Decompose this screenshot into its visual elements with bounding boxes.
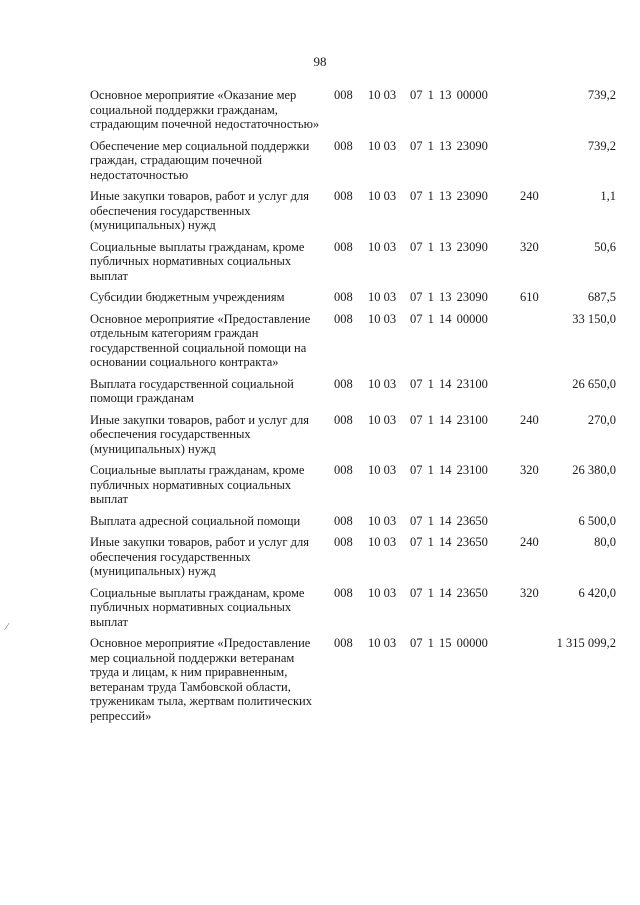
row-section-code: 10 03 bbox=[368, 239, 397, 254]
row-section-code: 10 03 bbox=[368, 376, 397, 391]
row-amount: 6 500,0 bbox=[578, 513, 616, 528]
table-row bbox=[90, 312, 616, 377]
row-section-code: 10 03 bbox=[368, 585, 397, 600]
row-expense-type-code: 240 bbox=[520, 412, 539, 427]
row-program-code: 07 1 13 00000 bbox=[410, 88, 488, 102]
row-amount: 33 150,0 bbox=[572, 311, 616, 326]
row-amount: 50,6 bbox=[594, 239, 616, 254]
row-expense-type-code: 240 bbox=[520, 535, 539, 549]
table-row bbox=[90, 88, 616, 139]
row-name: Субсидии бюджетным учреждениям bbox=[90, 290, 285, 304]
row-amount: 1,1 bbox=[600, 189, 616, 203]
row-program-code: 07 1 14 23100 bbox=[410, 463, 488, 477]
row-program-code: 07 1 14 23650 bbox=[410, 585, 488, 600]
table-row bbox=[90, 463, 616, 514]
row-section-code: 10 03 bbox=[368, 636, 397, 650]
row-ministry-code: 008 bbox=[334, 88, 353, 102]
table-row bbox=[90, 290, 616, 312]
row-program-code: 07 1 14 23650 bbox=[410, 535, 488, 549]
row-program-code: 07 1 13 23090 bbox=[410, 138, 488, 153]
row-program-code: 07 1 13 23090 bbox=[410, 290, 488, 304]
row-expense-type-code bbox=[520, 514, 550, 536]
row-amount: 739,2 bbox=[587, 88, 616, 102]
row-ministry-code: 008 bbox=[334, 239, 353, 254]
row-ministry-code: 008 bbox=[334, 535, 353, 549]
row-section-code: 10 03 bbox=[368, 535, 397, 549]
row-section-code: 10 03 bbox=[368, 412, 397, 427]
row-program-code: 07 1 13 23090 bbox=[410, 189, 488, 203]
row-program-code: 07 1 13 23090 bbox=[410, 239, 488, 254]
table-row bbox=[90, 636, 616, 730]
row-name: Обеспечение мер социальной поддержки граждан, страдающим почечной недостаточностью bbox=[90, 138, 310, 182]
row-expense-type-code: 320 bbox=[520, 239, 539, 254]
row-program-code: 07 1 14 23650 bbox=[410, 513, 488, 528]
row-expense-type-code bbox=[520, 377, 550, 413]
table-row bbox=[90, 139, 616, 190]
row-expense-type-code: 240 bbox=[520, 189, 539, 203]
row-expense-type-code bbox=[520, 312, 550, 377]
row-ministry-code: 008 bbox=[334, 585, 353, 600]
row-expense-type-code bbox=[520, 88, 550, 139]
row-amount: 26 650,0 bbox=[572, 376, 616, 391]
row-amount: 26 380,0 bbox=[572, 463, 616, 477]
row-ministry-code: 008 bbox=[334, 290, 353, 304]
row-program-code: 07 1 14 23100 bbox=[410, 412, 488, 427]
row-program-code: 07 1 14 23100 bbox=[410, 376, 488, 391]
table-row bbox=[90, 377, 616, 413]
row-ministry-code: 008 bbox=[334, 412, 353, 427]
row-ministry-code: 008 bbox=[334, 463, 353, 477]
row-ministry-code: 008 bbox=[334, 636, 353, 650]
row-ministry-code: 008 bbox=[334, 376, 353, 391]
table-row bbox=[90, 189, 616, 240]
row-ministry-code: 008 bbox=[334, 513, 353, 528]
row-amount: 1 315 099,2 bbox=[556, 636, 616, 650]
page-number: 98 bbox=[313, 54, 327, 69]
row-name: Иные закупки товаров, работ и услуг для обеспечения государственных (муниципальных) нужд bbox=[90, 535, 310, 578]
row-amount: 6 420,0 bbox=[578, 585, 616, 600]
row-section-code: 10 03 bbox=[368, 463, 397, 477]
table-row bbox=[90, 240, 616, 291]
row-program-code: 07 1 15 00000 bbox=[410, 636, 488, 650]
row-ministry-code: 008 bbox=[334, 138, 353, 153]
row-expense-type-code bbox=[520, 636, 550, 730]
row-section-code: 10 03 bbox=[368, 88, 397, 102]
row-amount: 270,0 bbox=[587, 412, 616, 427]
row-name: Иные закупки товаров, работ и услуг для обеспечения государственных (муниципальных) нужд bbox=[90, 412, 310, 456]
row-amount: 80,0 bbox=[594, 535, 616, 549]
table-row bbox=[90, 413, 616, 464]
row-name: Выплата адресной социальной помощи bbox=[90, 513, 301, 528]
row-section-code: 10 03 bbox=[368, 189, 397, 203]
row-name: Основное мероприятие «Оказание мер социальной поддержки гражданам, страдающим почечной недостаточностью» bbox=[90, 88, 320, 131]
row-amount: 687,5 bbox=[587, 290, 616, 304]
row-program-code: 07 1 14 00000 bbox=[410, 311, 488, 326]
row-expense-type-code bbox=[520, 139, 550, 190]
row-section-code: 10 03 bbox=[368, 513, 397, 528]
row-amount: 739,2 bbox=[587, 138, 616, 153]
row-section-code: 10 03 bbox=[368, 311, 397, 326]
row-expense-type-code: 320 bbox=[520, 585, 539, 600]
row-name: Социальные выплаты гражданам, кроме публичных нормативных социальных выплат bbox=[90, 239, 305, 283]
table-row bbox=[90, 535, 616, 586]
row-name: Социальные выплаты гражданам, кроме публичных нормативных социальных выплат bbox=[90, 463, 305, 506]
row-ministry-code: 008 bbox=[334, 311, 353, 326]
row-name: Иные закупки товаров, работ и услуг для обеспечения государственных (муниципальных) нужд bbox=[90, 189, 310, 232]
row-expense-type-code: 610 bbox=[520, 290, 539, 304]
row-section-code: 10 03 bbox=[368, 138, 397, 153]
row-name: Социальные выплаты гражданам, кроме публичных нормативных социальных выплат bbox=[90, 585, 305, 629]
budget-table-body bbox=[90, 88, 616, 730]
scan-artifact-mark: ⁄ bbox=[6, 622, 8, 633]
row-ministry-code: 008 bbox=[334, 189, 353, 203]
table-row bbox=[90, 514, 616, 536]
row-section-code: 10 03 bbox=[368, 290, 397, 304]
table-row bbox=[90, 586, 616, 637]
row-expense-type-code: 320 bbox=[520, 463, 539, 477]
row-name: Основное мероприятие «Предоставление отдельным категориям граждан государственной социальной помощи на основании социального контракта» bbox=[90, 311, 311, 369]
row-name: Основное мероприятие «Предоставление мер социальной поддержки ветеранам труда и лицам, к ним приравненным, ветеранам труда Тамбовской области, труженикам тыла, жертвам политических репрессий» bbox=[90, 636, 312, 723]
budget-table bbox=[90, 88, 616, 730]
row-name: Выплата государственной социальной помощи гражданам bbox=[90, 376, 294, 405]
